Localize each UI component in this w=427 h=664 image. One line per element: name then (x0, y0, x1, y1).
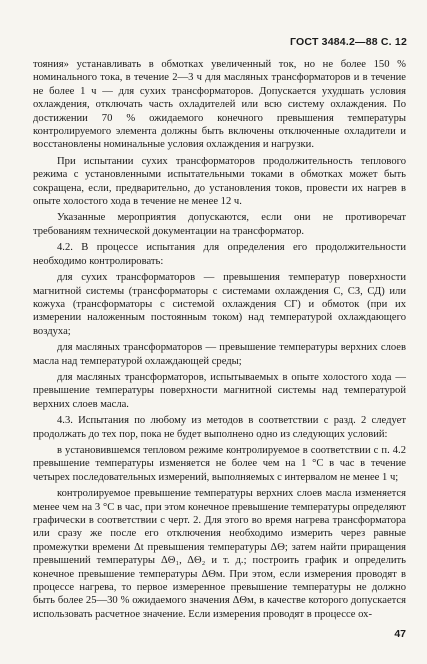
section-4-3: 4.3. Испытания по любому из методов в соответствии с разд. 2 следует продолжать до тех пор, пока не будет выполнено одно из следующих условий: (33, 415, 406, 440)
page-number: 47 (394, 628, 406, 640)
list-item: контролируемое превышение температуры верхних слоев масла изменяется менее чем на 3 °С в час, при этом конечное превышение температуры определяют графически в соответствии с черт. 2. Для этого во время нагрева трансформатора или сразу же после его отключения необходимо измерить через равные промежутки времени Δt превышения температуры ΔΘ; затем найти приращения превышений температуры ΔΘ₁, ΔΘ₂ и т. д.; построить график и определить конечное превышение температуры ΔΘм. При этом, если измерения проводят в процессе нагрева, то первое измеренное превышение температуры не должно быть более 25—30 % ожидаемого значения ΔΘм, в качестве которого допускается использовать расчетное значение. Если измерения проводят в процессе ох- (33, 488, 406, 620)
paragraph: При испытании сухих трансформаторов продолжительность теплового режима с установленными испытательными токами в обмотках может быть сокращена, если, предварительно, до установления токов, провести их нагрев в опыте холостого хода в течение не менее 12 ч. (33, 155, 406, 208)
body-text (33, 58, 406, 624)
paragraph: тояния» устанавливать в обмотках увеличенный ток, но не более 150 % номинального тока, в течение 2—3 ч для масляных трансформаторов и в течение не более 1 ч — для сухих трансформаторов. Допускается ухудшать условия охлаждения, отключать часть охладителей или всю систему охлаждения. По достижении 70 % ожидаемого конечного превышения температуры контролируемого элемента должны быть включены отключенные охладители и восстановлены номинальные условия охлаждения и нагрузки. (33, 59, 406, 151)
running-head: ГОСТ 3484.2—88 С. 12 (290, 36, 407, 48)
paragraph: Указанные мероприятия допускаются, если они не противоречат требованиям технической документации на трансформатор. (33, 212, 406, 237)
list-item: в установившемся тепловом режиме контролируемое в соответствии с п. 4.2 превышение температуры изменяется не более чем на 1 °С в час в течение четырех последовательных измерений, выполняемых с интервалом не менее 1 ч; (33, 444, 406, 483)
list-item: для масляных трансформаторов, испытываемых в опыте холостого хода — превышение температуры поверхности магнитной системы над температурой верхних слоев масла. (33, 371, 406, 410)
list-item: для сухих трансформаторов — превышения температур поверхности магнитной системы (трансформаторы с системами охлаждения С, СЗ, СД) или кожуха (трансформаторы с системой охлаждения СГ) и обмоток (при их измерении наложенным постоянным током) над температурой охлаждающего воздуха; (33, 272, 406, 337)
list-item: для масляных трансформаторов — превышение температуры верхних слоев масла над температурой охлаждающей среды; (33, 342, 406, 367)
section-4-2: 4.2. В процессе испытания для определения его продолжительности необходимо контролировать: (33, 242, 406, 267)
